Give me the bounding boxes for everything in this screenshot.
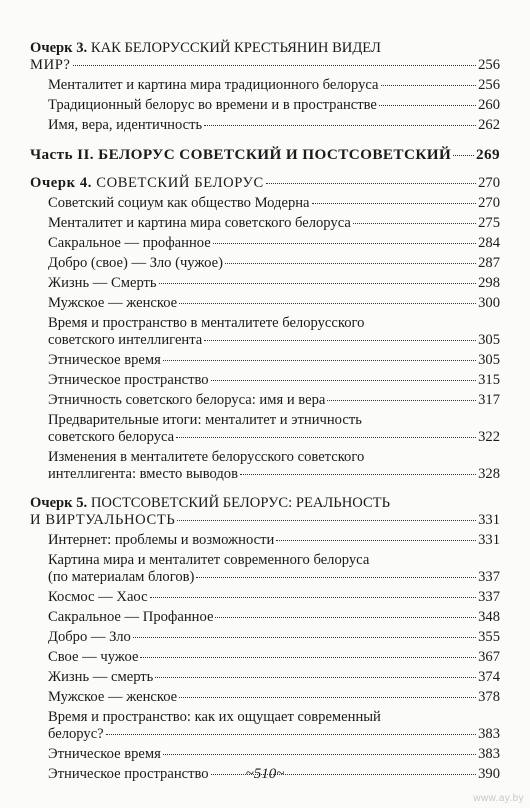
entry-title: Картина мира и менталитет современного белоруса — [48, 552, 370, 568]
toc-item — [30, 97, 500, 114]
entry-row — [48, 649, 500, 666]
toc-item — [30, 295, 500, 312]
entry-title: Этническое время — [48, 352, 161, 368]
entry-title: И ВИРТУАЛЬНОСТЬ — [30, 512, 176, 528]
entry-row — [48, 372, 500, 389]
toc-item — [30, 689, 500, 706]
dot-leader — [327, 400, 476, 401]
page-ref: 317 — [478, 392, 500, 408]
toc-item — [30, 609, 500, 626]
toc-item — [30, 449, 500, 483]
dot-leader — [215, 617, 476, 618]
page-ref: 284 — [478, 235, 500, 251]
entry-title: Предварительные итоги: менталитет и этничность — [48, 412, 362, 428]
page-ref: 322 — [478, 429, 500, 445]
dot-leader — [196, 577, 476, 578]
dot-leader — [106, 734, 476, 735]
entry-row — [48, 352, 500, 369]
toc-item — [30, 709, 500, 743]
dot-leader — [204, 340, 476, 341]
dot-leader — [159, 283, 477, 284]
entry-title: Время и пространство в менталитете белорусского — [48, 315, 365, 331]
entry-row — [48, 726, 500, 743]
entry-row — [30, 175, 500, 192]
page-ref: 260 — [478, 97, 500, 113]
entry-title: советского белоруса — [48, 429, 175, 445]
toc-item — [30, 372, 500, 389]
dot-leader — [381, 85, 477, 86]
page-ref: 390 — [478, 766, 500, 782]
entry-first-line — [48, 552, 500, 569]
dot-leader — [73, 65, 477, 66]
toc-item — [30, 275, 500, 292]
essay-label: Очерк 4. — [30, 175, 92, 191]
page-ref: 383 — [478, 746, 500, 762]
dot-leader — [453, 155, 474, 156]
page-ref: 374 — [478, 669, 500, 685]
entry-row — [48, 77, 500, 94]
toc-item — [30, 532, 500, 549]
entry-first-line — [48, 449, 500, 466]
page-ref: 269 — [476, 146, 500, 163]
page-ref: 305 — [478, 352, 500, 368]
entry-title: белорус? — [48, 726, 104, 742]
toc-item — [30, 255, 500, 272]
dot-leader — [211, 380, 477, 381]
toc-item — [30, 315, 500, 349]
entry-row — [48, 569, 500, 586]
toc-item — [30, 235, 500, 252]
toc-item — [30, 746, 500, 763]
entry-title: Менталитет и картина мира традиционного белоруса — [48, 77, 379, 93]
page-ref: 256 — [478, 57, 500, 73]
toc-essay — [30, 495, 500, 529]
page-ref: 256 — [478, 77, 500, 93]
page-ref: 300 — [478, 295, 500, 311]
dot-leader — [163, 754, 476, 755]
toc-item — [30, 649, 500, 666]
toc-part — [30, 146, 500, 163]
entry-title: Этничность советского белоруса: имя и вера — [48, 392, 326, 408]
entry-row — [30, 146, 500, 163]
page-ref: 348 — [478, 609, 500, 625]
entry-title: Имя, вера, идентичность — [48, 117, 203, 133]
dot-leader — [353, 223, 476, 224]
toc-item — [30, 629, 500, 646]
entry-row — [48, 609, 500, 626]
essay-label: Очерк 5. — [30, 495, 88, 511]
entry-row — [48, 689, 500, 706]
entry-row — [48, 669, 500, 686]
toc-item — [30, 195, 500, 212]
entry-title: Изменения в менталитете белорусского советского — [48, 449, 365, 465]
dot-leader — [179, 303, 476, 304]
entry-title: Добро (свое) — Зло (чужое) — [48, 255, 223, 271]
entry-first-line — [48, 412, 500, 429]
page-ref: 298 — [478, 275, 500, 291]
dot-leader — [177, 520, 476, 521]
entry-row — [48, 392, 500, 409]
dot-leader — [276, 540, 476, 541]
dot-leader — [240, 474, 476, 475]
page-ref: 355 — [478, 629, 500, 645]
entry-row — [48, 195, 500, 212]
entry-title: интеллигента: вместо выводов — [48, 466, 238, 482]
entry-title: Добро — Зло — [48, 629, 131, 645]
entry-title: СОВЕТСКИЙ БЕЛОРУС — [96, 175, 264, 191]
entry-row — [48, 429, 500, 446]
entry-row — [48, 532, 500, 549]
entry-title: Космос — Хаос — [48, 589, 148, 605]
page-ref: 383 — [478, 726, 500, 742]
entry-title: Этническое пространство — [48, 372, 209, 388]
page-ref: 337 — [478, 569, 500, 585]
entry-title: Менталитет и картина мира советского белоруса — [48, 215, 351, 231]
toc-item — [30, 77, 500, 94]
dot-leader — [225, 263, 476, 264]
entry-title: Сакральное — профанное — [48, 235, 211, 251]
entry-title: Советский социум как общество Модерна — [48, 195, 310, 211]
page-ref: 315 — [478, 372, 500, 388]
toc-essay — [30, 175, 500, 192]
entry-first-line — [48, 709, 500, 726]
entry-title: Жизнь — смерть — [48, 669, 154, 685]
entry-title: Интернет: проблемы и возможности — [48, 532, 275, 548]
entry-row — [48, 332, 500, 349]
dot-leader — [204, 125, 476, 126]
page-ref: 331 — [478, 512, 500, 528]
entry-title: советского интеллигента — [48, 332, 203, 348]
entry-title: МИР? — [30, 57, 71, 73]
page-ref: 378 — [478, 689, 500, 705]
entry-first-line — [30, 40, 500, 57]
page-ref: 287 — [478, 255, 500, 271]
entry-row — [48, 117, 500, 134]
toc-item — [30, 589, 500, 606]
entry-title: Мужское — женское — [48, 689, 178, 705]
dot-leader — [150, 597, 477, 598]
toc-item — [30, 669, 500, 686]
entry-title: Свое — чужое — [48, 649, 139, 665]
table-of-contents — [30, 40, 500, 783]
page-ref: 275 — [478, 215, 500, 231]
entry-row — [48, 629, 500, 646]
entry-title: Мужское — женское — [48, 295, 178, 311]
page-ref: 337 — [478, 589, 500, 605]
entry-title: Часть II. БЕЛОРУС СОВЕТСКИЙ И ПОСТСОВЕТСКИЙ — [30, 146, 452, 163]
entry-title: (по материалам блогов) — [48, 569, 195, 585]
entry-row — [48, 97, 500, 114]
dot-leader — [163, 360, 476, 361]
page-ref: 262 — [478, 117, 500, 133]
entry-row — [48, 215, 500, 232]
entry-title: Время и пространство: как их ощущает современный — [48, 709, 381, 725]
entry-row — [48, 466, 500, 483]
dot-leader — [155, 677, 476, 678]
entry-title: КАК БЕЛОРУССКИЙ КРЕСТЬЯНИН ВИДЕЛ — [90, 40, 381, 56]
dot-leader — [179, 697, 476, 698]
toc-item — [30, 117, 500, 134]
entry-row — [48, 275, 500, 292]
page-ref: 367 — [478, 649, 500, 665]
entry-title: Этническое пространство — [48, 766, 209, 782]
essay-label: Очерк 3. — [30, 40, 88, 56]
page-ref: 270 — [478, 195, 500, 211]
entry-first-line — [48, 315, 500, 332]
watermark: www.ay.by — [473, 793, 524, 804]
toc-essay — [30, 40, 500, 74]
dot-leader — [140, 657, 476, 658]
page-ref: 328 — [478, 466, 500, 482]
page-number: ~510~ — [245, 766, 285, 782]
entry-first-line — [30, 495, 500, 512]
toc-item — [30, 552, 500, 586]
toc-item — [30, 352, 500, 369]
entry-title: Сакральное — Профанное — [48, 609, 214, 625]
entry-row — [48, 295, 500, 312]
toc-item — [30, 392, 500, 409]
toc-item — [30, 215, 500, 232]
dot-leader — [266, 183, 476, 184]
toc-item — [30, 412, 500, 446]
dot-leader — [379, 105, 476, 106]
dot-leader — [312, 203, 477, 204]
dot-leader — [176, 437, 476, 438]
dot-leader — [213, 243, 476, 244]
page-ref: 305 — [478, 332, 500, 348]
entry-row — [48, 255, 500, 272]
entry-title: ПОСТСОВЕТСКИЙ БЕЛОРУС: РЕАЛЬНОСТЬ — [90, 495, 390, 511]
page-ref: 270 — [478, 175, 500, 191]
entry-row — [30, 512, 500, 529]
dot-leader — [133, 637, 476, 638]
entry-title: Жизнь — Смерть — [48, 275, 157, 291]
entry-row — [30, 57, 500, 74]
page-ref: 331 — [478, 532, 500, 548]
entry-row — [48, 746, 500, 763]
entry-title: Этническое время — [48, 746, 161, 762]
entry-row — [48, 589, 500, 606]
entry-row — [48, 235, 500, 252]
entry-title: Традиционный белорус во времени и в пространстве — [48, 97, 377, 113]
